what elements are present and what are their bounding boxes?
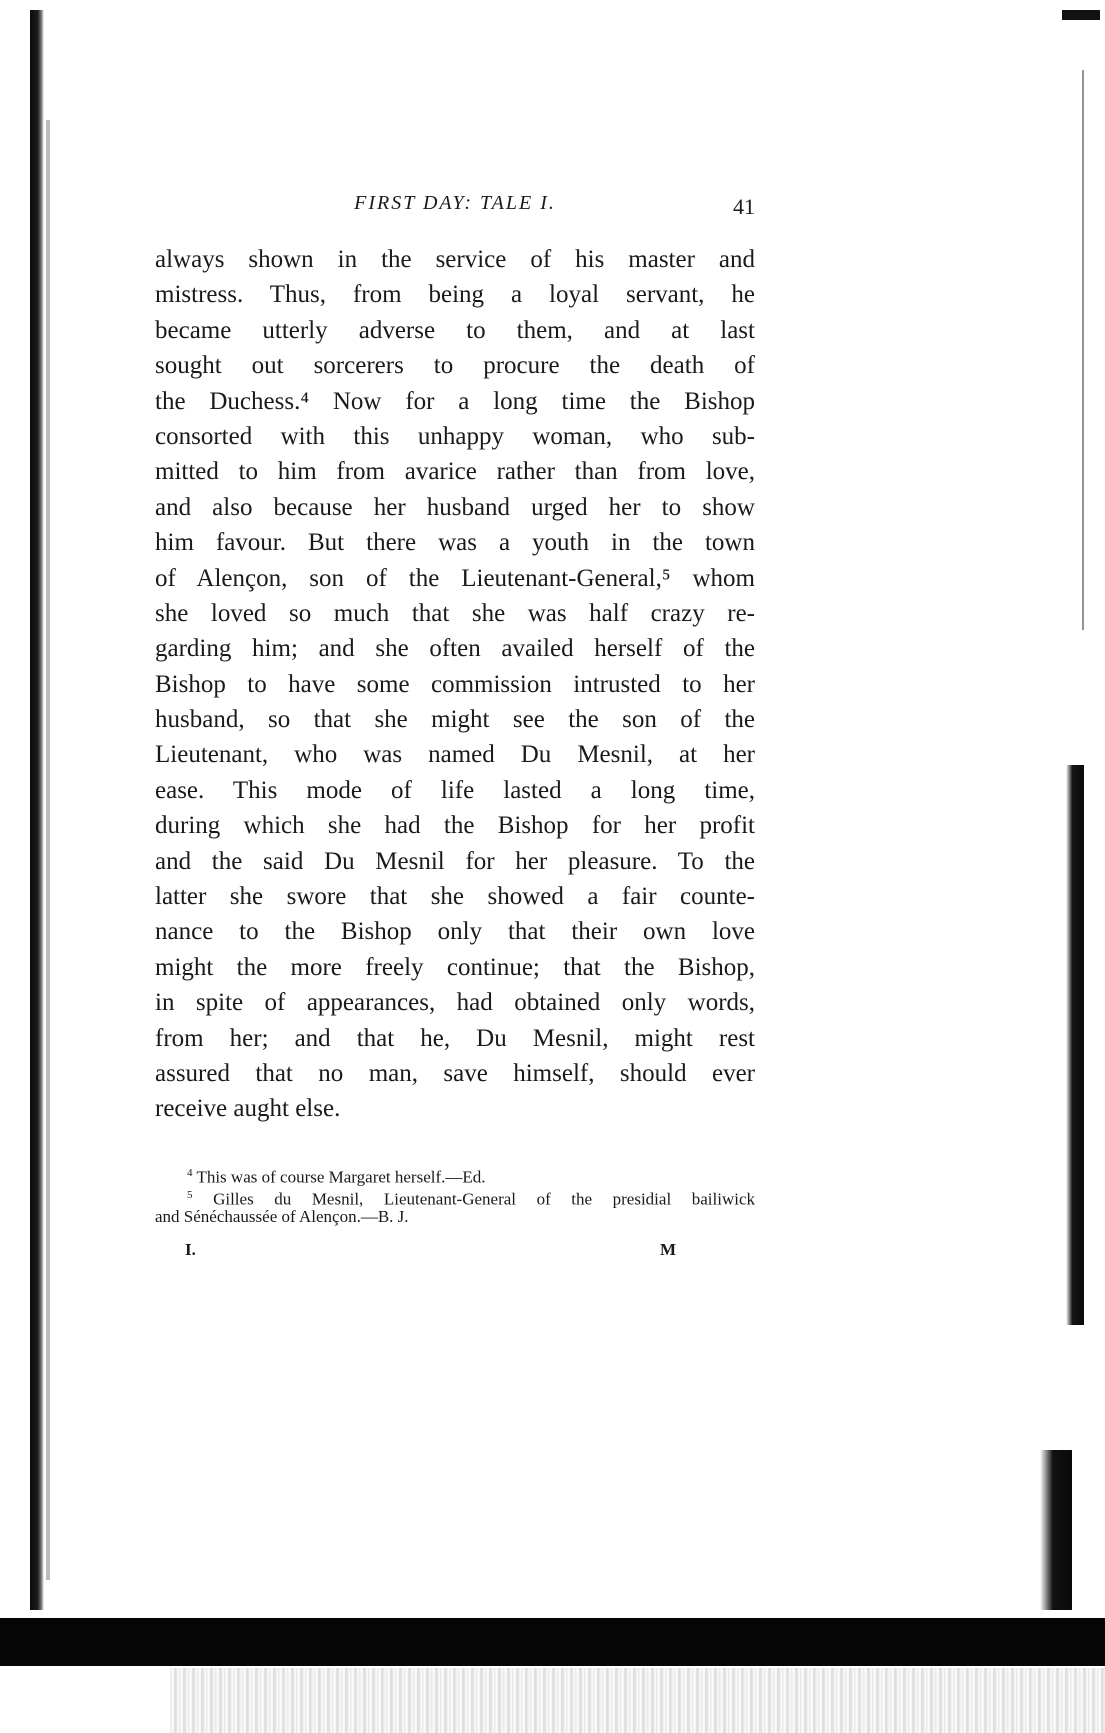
footnote-5-continued: and Sénéchaussée of Alençon.—B. J. [155,1207,409,1226]
text-line: garding him; and she often availed herself of the [155,635,755,663]
text-line: in spite of appearances, had obtained only words, [155,989,755,1017]
text-line: always shown in the service of his master and [155,246,755,273]
text-line: consorted with this unhappy woman, who sub- [155,422,755,450]
text-line: husband, so that she might see the son of the [155,706,755,734]
text-line: during which she had the Bishop for her profit [155,812,755,840]
text-line: might the more freely continue; that the Bishop, [155,953,755,981]
scan-shadow-right-lower [1040,1450,1072,1610]
text-line: mistress. Thus, from being a loyal servant, he [155,281,755,309]
footnote-4 [155,1162,755,1187]
text-line: Bishop to have some commission intrusted to her [155,670,755,698]
footnote-5 [155,1184,755,1209]
text-line: she loved so much that she was half crazy re- [155,599,755,627]
footnote-text: This was of course Margaret herself.—Ed. [196,1167,486,1187]
volume-mark: I. [185,1240,196,1259]
scan-shadow-right-upper [1066,765,1084,1325]
footnote-marker: 4 [187,1167,193,1179]
text-line: receive aught else. [155,1095,341,1123]
text-line: the Duchess.⁴ Now for a long time the Bishop [155,387,755,415]
text-line: Lieutenant, who was named Du Mesnil, at her [155,741,755,769]
footnotes [155,1162,755,1228]
signature-letter: M [660,1240,677,1259]
text-line: nance to the Bishop only that their own love [155,918,755,946]
scan-line-right [1082,70,1084,630]
text-line: sought out sorcerers to procure the death of [155,352,755,380]
text-line: and also because her husband urged her to show [155,493,755,521]
text-line: from her; and that he, Du Mesnil, might rest [155,1024,755,1052]
text-line: became utterly adverse to them, and at last [155,316,755,344]
footnote-text: Gilles du Mesnil, Lieutenant-General of the presidial bailiwick [213,1189,755,1209]
scan-noise-bottom [170,1668,1105,1733]
scan-shadow-bottom [0,1618,1105,1666]
page-number: 41 [733,194,755,219]
text-line: assured that no man, save himself, should ever [155,1059,755,1087]
body-text [155,242,755,1127]
scan-shadow-left [30,10,44,1610]
text-line: latter she swore that she showed a fair counte- [155,883,755,911]
text-line: mitted to him from avarice rather than from love, [155,458,755,486]
scan-mark-top-right [1062,10,1100,20]
footnote-marker: 5 [187,1189,193,1201]
text-line: and the said Du Mesnil for her pleasure. To the [155,847,755,875]
running-head [155,192,755,222]
running-title: FIRST DAY: TALE I. [354,192,556,214]
text-line: of Alençon, son of the Lieutenant-General,⁵ whom [155,564,755,592]
signature-marks [185,1240,685,1264]
scan-shadow-left-inner [46,120,50,1580]
text-line: him favour. But there was a youth in the town [155,529,755,557]
text-line: ease. This mode of life lasted a long time, [155,776,755,804]
